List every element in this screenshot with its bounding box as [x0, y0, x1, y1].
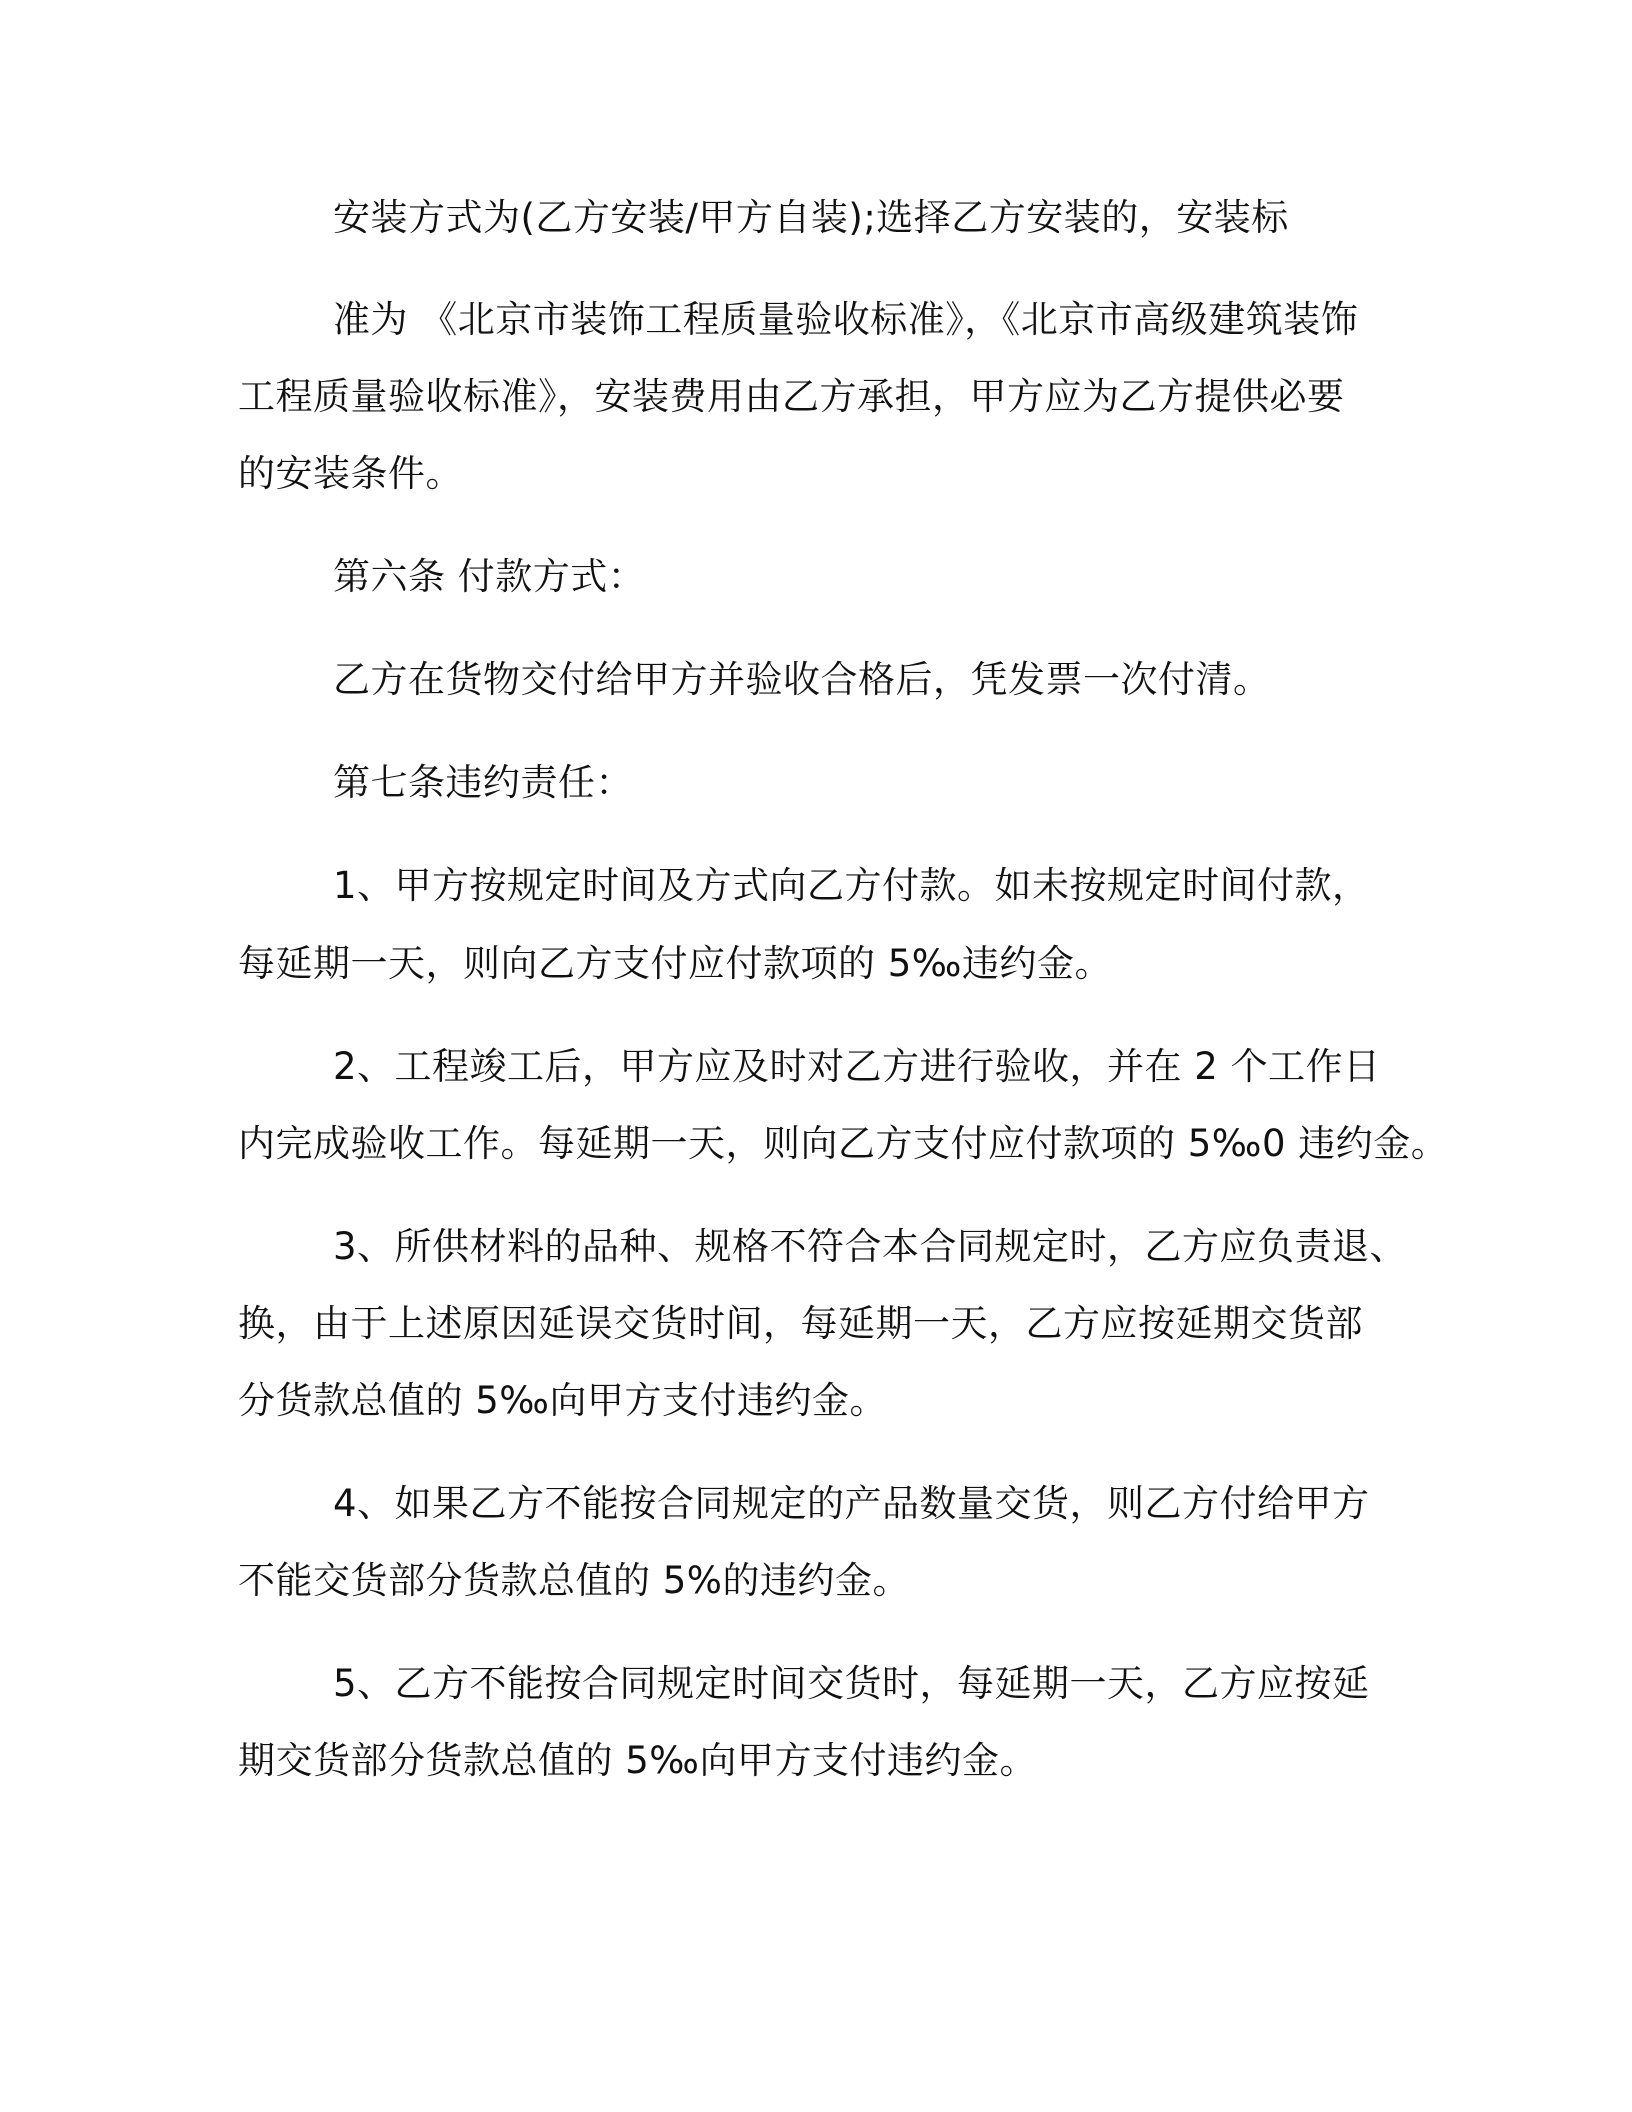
text-line: 2、工程竣工后，甲方应及时对乙方进行验收，并在 2 个工作日 — [333, 1045, 1381, 1088]
text-line: 安装方式为(乙方安装/甲方自装);选择乙方安装的，安装标 — [333, 196, 1289, 239]
section-heading: 第六条 付款方式： — [333, 555, 646, 598]
text-line: 不能交货部分货款总值的 5%的违约金。 — [238, 1559, 910, 1602]
text-line: 换，由于上述原因延误交货时间，每延期一天，乙方应按延期交货部 — [238, 1302, 1363, 1345]
text-line: 的安装条件。 — [238, 452, 463, 495]
text-line: 每延期一天，则向乙方支付应付款项的 5‰违约金。 — [238, 942, 1112, 985]
text-line: 准为 《北京市装饰工程质量验收标准》，《北京市高级建筑装饰 — [333, 298, 1359, 341]
section-heading: 第七条违约责任： — [333, 761, 633, 804]
text-line: 内完成验收工作。每延期一天，则向乙方支付应付款项的 5‰0 违约金。 — [238, 1122, 1449, 1165]
text-line: 乙方在货物交付给甲方并验收合格后，凭发票一次付清。 — [333, 658, 1271, 701]
text-line: 分货款总值的 5‰向甲方支付违约金。 — [238, 1379, 887, 1422]
text-line: 5、乙方不能按合同规定时间交货时，每延期一天，乙方应按延 — [333, 1662, 1370, 1705]
text-line: 1、甲方按规定时间及方式向乙方付款。如未按规定时间付款， — [333, 864, 1370, 907]
text-line: 4、如果乙方不能按合同规定的产品数量交货，则乙方付给甲方 — [333, 1482, 1370, 1525]
text-line: 3、所供材料的品种、规格不符合本合同规定时，乙方应负责退、 — [333, 1225, 1408, 1268]
text-line: 工程质量验收标准》，安装费用由乙方承担，甲方应为乙方提供必要 — [238, 375, 1345, 418]
text-line: 期交货部分货款总值的 5‰向甲方支付违约金。 — [238, 1739, 1037, 1782]
